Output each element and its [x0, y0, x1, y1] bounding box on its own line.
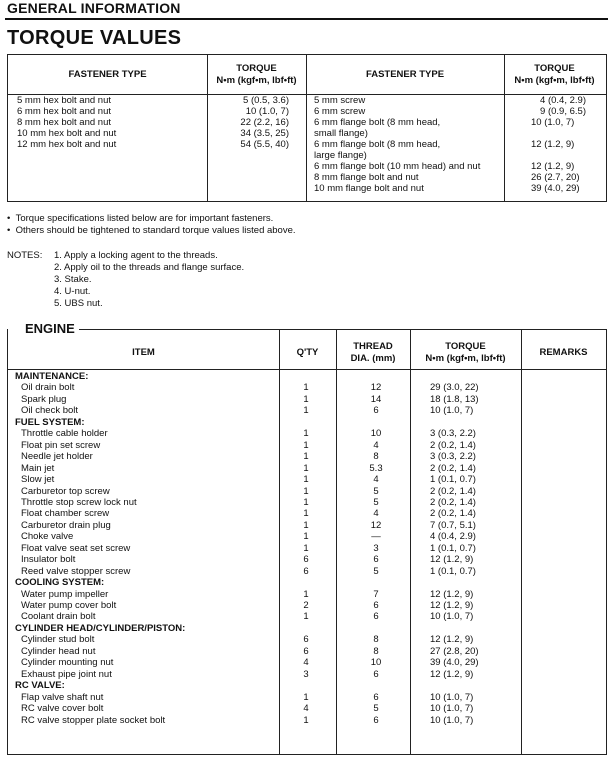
header-item: ITEM [132, 347, 155, 358]
torque-value: 2 (0.2, 1.4) [430, 508, 476, 520]
torque-value: 1 (0.1, 0.7) [430, 474, 476, 486]
quantity: 1 [303, 542, 309, 554]
torque-value: 7 (0.7, 5.1) [430, 519, 476, 531]
section-heading: MAINTENANCE: [15, 371, 89, 382]
quantity: 1 [303, 474, 309, 486]
thread-diameter: 3 [373, 542, 379, 554]
quantity: 2 [303, 600, 309, 611]
std-right-type: 6 mm flange bolt (10 mm head) and nut [314, 161, 481, 172]
engine-section-label: ENGINE [21, 321, 79, 336]
note-item: 1. Apply a locking agent to the threads. [54, 250, 218, 261]
torque-value: 10 (1.0, 7) [430, 703, 474, 715]
section-header: GENERAL INFORMATION [7, 0, 181, 16]
thread-diameter: 10 [370, 428, 382, 440]
table-row [0, 474, 612, 485]
std-right-type: 8 mm flange bolt and nut [314, 172, 419, 183]
header-torque-left [207, 63, 306, 87]
table-row [0, 531, 612, 542]
section-heading-row [0, 623, 612, 634]
item-name: Main jet [21, 462, 55, 474]
table-row [0, 566, 612, 577]
thread-diameter: 8 [373, 645, 379, 657]
header-thread-line2: DIA. (mm) [350, 353, 396, 364]
item-name: Throttle stop screw lock nut [21, 496, 137, 508]
section-heading-row [0, 577, 612, 588]
item-name: Cylinder stud bolt [21, 634, 95, 646]
torque-value: 2 (0.2, 1.4) [430, 496, 476, 508]
note-item: 5. UBS nut. [54, 298, 103, 309]
std-left-type: 6 mm hex bolt and nut [17, 106, 111, 117]
note-item: 3. Stake. [54, 274, 92, 285]
section-heading: CYLINDER HEAD/CYLINDER/PISTON: [15, 622, 186, 634]
std-left-type: 12 mm hex bolt and nut [17, 139, 117, 150]
table-row [0, 657, 612, 668]
item-name: Exhaust pipe joint nut [21, 668, 112, 680]
table-row [0, 486, 612, 497]
header-torque-line1: TORQUE [445, 341, 486, 352]
torque-value: 12 (1.2, 9) [430, 554, 474, 566]
item-name: Choke valve [21, 531, 74, 543]
bullet-text: Torque specifications listed below are for important fasteners. [15, 213, 274, 224]
thread-diameter: 6 [373, 554, 379, 566]
section-heading: COOLING SYSTEM: [15, 577, 105, 589]
table-row [0, 543, 612, 554]
item-name: RC valve stopper plate socket bolt [21, 714, 166, 726]
thread-diameter: 4 [373, 439, 379, 451]
quantity: 1 [303, 428, 309, 440]
std-right-type-cont: small flange) [314, 128, 368, 139]
quantity: 1 [303, 496, 309, 508]
header-torque-right-line1: TORQUE [534, 63, 575, 74]
item-name: Oil drain bolt [21, 382, 75, 394]
table-row [0, 405, 612, 416]
page-title: TORQUE VALUES [7, 27, 182, 49]
quantity: 6 [303, 554, 309, 566]
torque-value: 3 (0.3, 2.2) [430, 451, 476, 463]
thread-diameter: 8 [373, 634, 379, 646]
thread-diameter: 5.3 [369, 462, 383, 474]
header-torque-line2: N•m (kgf•m, lbf•ft) [425, 353, 506, 364]
thread-diameter: 4 [373, 508, 379, 520]
header-torque-right-line2: N•m (kgf•m, lbf•ft) [514, 75, 595, 86]
quantity: 1 [303, 508, 309, 520]
torque-value: 10 (1.0, 7) [430, 611, 474, 623]
torque-value: 2 (0.2, 1.4) [430, 462, 476, 474]
bullet-text: Others should be tightened to standard torque values listed above. [15, 225, 296, 236]
quantity: 1 [303, 405, 309, 417]
quantity: 1 [303, 382, 309, 394]
torque-value: 10 (1.0, 7) [430, 714, 474, 726]
item-name: Insulator bolt [21, 554, 76, 566]
header-divider [8, 369, 606, 370]
thread-diameter: 6 [373, 600, 379, 611]
thread-diameter: 5 [373, 565, 379, 577]
thread-diameter: 6 [373, 611, 379, 623]
torque-value: 12 (1.2, 9) [430, 668, 474, 680]
table-row [0, 589, 612, 600]
quantity: 1 [303, 588, 309, 600]
quantity: 1 [303, 691, 309, 703]
table-row [0, 611, 612, 622]
thread-diameter: 6 [373, 405, 379, 417]
thread-diameter: 12 [370, 382, 382, 394]
std-right-type: 5 mm screw [314, 95, 366, 106]
thread-diameter: 6 [373, 668, 379, 680]
thread-diameter: 5 [373, 703, 379, 715]
item-name: Oil check bolt [21, 405, 79, 417]
item-name: Carburetor top screw [21, 485, 110, 497]
thread-diameter: — [371, 531, 381, 543]
header-remarks: REMARKS [539, 347, 588, 358]
torque-value: 3 (0.3, 2.2) [430, 428, 476, 440]
quantity: 1 [303, 462, 309, 474]
quantity: 6 [303, 645, 309, 657]
torque-value: 29 (3.0, 22) [430, 382, 479, 394]
torque-value: 2 (0.2, 1.4) [430, 439, 476, 451]
torque-value: 10 (1.0, 7) [430, 405, 474, 417]
bullet-item: • Torque specifications listed below are for important fasteners. [7, 213, 274, 224]
quantity: 1 [303, 485, 309, 497]
quantity: 1 [303, 611, 309, 623]
std-right-torque: 4 (0.4, 2.9) [540, 95, 586, 106]
std-right-type: 6 mm screw [314, 106, 366, 117]
header-torque [410, 341, 521, 365]
header-torque-left-line1: TORQUE [236, 63, 277, 74]
section-heading: RC VALVE: [15, 680, 65, 692]
item-name: Float pin set screw [21, 439, 101, 451]
std-left-type: 10 mm hex bolt and nut [17, 128, 117, 139]
header-fastener-type-right: FASTENER TYPE [365, 69, 445, 80]
quantity: 6 [303, 565, 309, 577]
std-right-torque: 12 (1.2, 9) [531, 139, 575, 150]
table-row [0, 497, 612, 508]
torque-value: 39 (4.0, 29) [430, 657, 479, 669]
item-name: Reed valve stopper screw [21, 565, 131, 577]
item-name: Carburetor drain plug [21, 519, 111, 531]
std-left-torque: 10 (1.0, 7) [245, 106, 289, 117]
std-right-torque: 10 (1.0, 7) [531, 117, 575, 128]
quantity: 1 [303, 439, 309, 451]
std-right-torque: 26 (2.7, 20) [531, 172, 580, 183]
std-left-torque: 54 (5.5, 40) [240, 139, 289, 150]
item-name: Water pump cover bolt [21, 600, 117, 611]
table-row [0, 428, 612, 439]
torque-value: 1 (0.1, 0.7) [430, 542, 476, 554]
item-name: Water pump impeller [21, 588, 109, 600]
torque-value: 10 (1.0, 7) [430, 691, 474, 703]
table-row [0, 394, 612, 405]
header-thread-dia [336, 341, 410, 365]
table-row [0, 451, 612, 462]
std-right-type-cont: large flange) [314, 150, 367, 161]
quantity: 1 [303, 531, 309, 543]
torque-value: 4 (0.4, 2.9) [430, 531, 476, 543]
item-name: Coolant drain bolt [21, 611, 96, 623]
header-rule [5, 18, 608, 20]
table-row [0, 600, 612, 611]
item-name: Throttle cable holder [21, 428, 108, 440]
torque-value: 1 (0.1, 0.7) [430, 565, 476, 577]
table-row [0, 634, 612, 645]
thread-diameter: 10 [370, 657, 382, 669]
item-name: RC valve cover bolt [21, 703, 104, 715]
item-name: Cylinder head nut [21, 645, 96, 657]
section-heading: FUEL SYSTEM: [15, 416, 85, 428]
note-item: 2. Apply oil to the threads and flange surface. [54, 262, 245, 273]
item-name: Float chamber screw [21, 508, 110, 520]
table-row [0, 554, 612, 565]
torque-value: 12 (1.2, 9) [430, 634, 474, 646]
thread-diameter: 12 [370, 519, 382, 531]
thread-diameter: 6 [373, 714, 379, 726]
thread-diameter: 6 [373, 691, 379, 703]
quantity: 1 [303, 451, 309, 463]
header-thread-line1: THREAD [353, 341, 393, 352]
std-left-torque: 5 (0.5, 3.6) [243, 95, 289, 106]
table-row [0, 715, 612, 726]
quantity: 6 [303, 634, 309, 646]
thread-diameter: 14 [370, 393, 382, 405]
table-row [0, 703, 612, 714]
quantity: 1 [303, 393, 309, 405]
torque-value: 2 (0.2, 1.4) [430, 485, 476, 497]
torque-value: 27 (2.8, 20) [430, 645, 479, 657]
std-right-type: 10 mm flange bolt and nut [314, 183, 424, 194]
item-name: Cylinder mounting nut [21, 657, 114, 669]
header-fastener-type-left: FASTENER TYPE [68, 69, 147, 80]
table-row [0, 382, 612, 393]
std-right-torque: 12 (1.2, 9) [531, 161, 575, 172]
table-row [0, 520, 612, 531]
header-torque-right [504, 63, 605, 87]
bullet-item: • Others should be tightened to standard torque values listed above. [7, 225, 296, 236]
table-row [0, 440, 612, 451]
table-row [0, 463, 612, 474]
std-left-torque: 34 (3.5, 25) [240, 128, 289, 139]
item-name: Spark plug [21, 393, 67, 405]
quantity: 4 [303, 703, 309, 715]
std-right-type: 6 mm flange bolt (8 mm head, [314, 117, 441, 128]
item-name: Needle jet holder [21, 451, 93, 463]
std-left-type: 5 mm hex bolt and nut [17, 95, 111, 106]
torque-value: 18 (1.8, 13) [430, 393, 479, 405]
thread-diameter: 8 [373, 451, 379, 463]
item-name: Float valve seat set screw [21, 542, 131, 554]
table-row [0, 508, 612, 519]
std-right-torque: 39 (4.0, 29) [531, 183, 580, 194]
item-name: Slow jet [21, 474, 55, 486]
thread-diameter: 5 [373, 496, 379, 508]
std-right-type: 6 mm flange bolt (8 mm head, [314, 139, 441, 150]
section-heading-row [0, 680, 612, 691]
notes-label: NOTES: [7, 250, 43, 261]
header-qty: Q'TY [296, 347, 319, 358]
quantity: 3 [303, 668, 309, 680]
note-item: 4. U-nut. [54, 286, 91, 297]
table-row [0, 669, 612, 680]
thread-diameter: 7 [373, 588, 379, 600]
std-right-torque: 9 (0.9, 6.5) [540, 106, 586, 117]
quantity: 1 [303, 519, 309, 531]
quantity: 1 [303, 714, 309, 726]
header-torque-left-line2: N•m (kgf•m, lbf•ft) [216, 75, 297, 86]
section-heading-row [0, 371, 612, 382]
std-left-torque: 22 (2.2, 16) [240, 117, 289, 128]
box-corner-gap [8, 328, 21, 331]
torque-value: 12 (1.2, 9) [430, 588, 474, 600]
table-row [0, 646, 612, 657]
quantity: 4 [303, 657, 309, 669]
table-row [0, 692, 612, 703]
section-heading-row [0, 417, 612, 428]
thread-diameter: 5 [373, 485, 379, 497]
torque-value: 12 (1.2, 9) [430, 600, 474, 611]
thread-diameter: 4 [373, 474, 379, 486]
item-name: Flap valve shaft nut [21, 691, 104, 703]
std-left-type: 8 mm hex bolt and nut [17, 117, 111, 128]
